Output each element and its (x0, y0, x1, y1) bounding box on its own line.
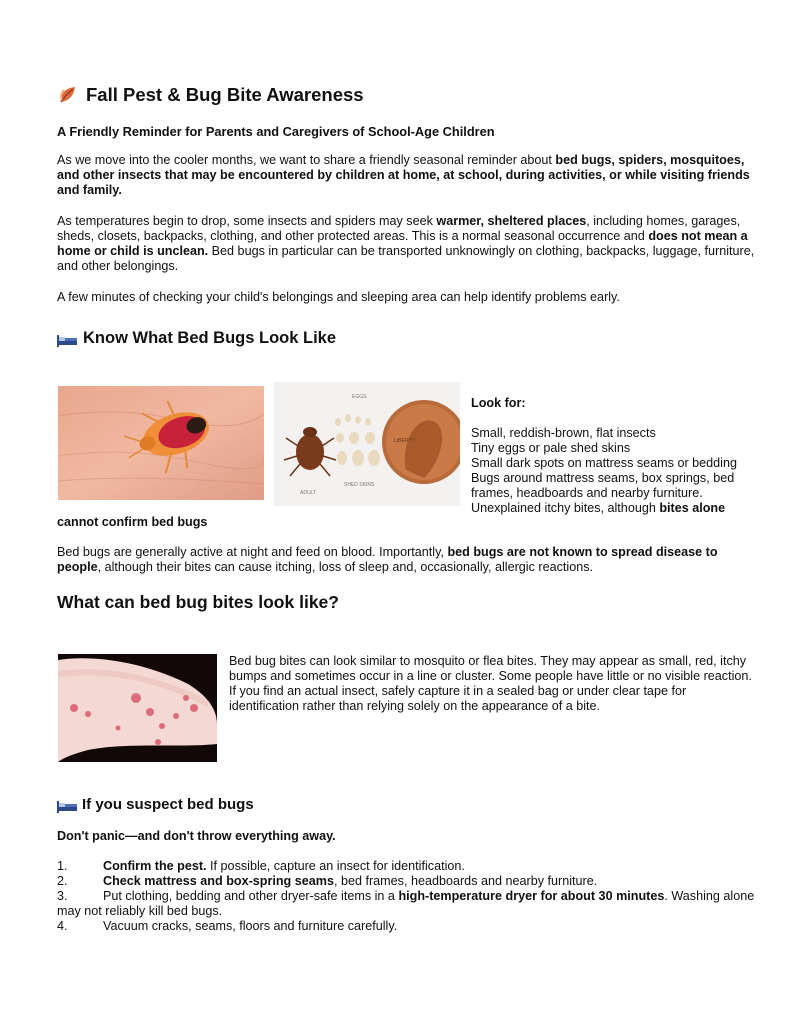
shed-skins-label: SHED SKINS (344, 482, 375, 488)
intro-paragraph-2 (57, 214, 762, 274)
intro-p2-bold-b: does not mean a home or child is unclean. (57, 229, 748, 258)
intro-p2-bold-a: warmer, sheltered places (436, 214, 587, 228)
bed-icon (57, 799, 77, 813)
note-text-b: , although their bites can cause itching, loss of sleep and, occasionally, allergic reactions. (97, 560, 593, 574)
look-for-item: Small, reddish-brown, flat insects (471, 426, 656, 440)
adult-label: ADULT (300, 490, 317, 496)
bed-bug-life-stages-photo (274, 382, 460, 506)
look-for-label: Look for: (471, 396, 526, 410)
section-bites-title: What can bed bug bites look like? (57, 592, 339, 612)
intro-p2-text-c: Bed bugs in particular can be transported unknowingly on clothing, backpacks, luggage, furniture, and other belongings. (57, 244, 755, 273)
look-for-list (471, 396, 761, 516)
step-number: 1. (57, 859, 68, 873)
step-item (57, 859, 757, 874)
bed-bug-closeup-image (58, 386, 264, 500)
look-for-last-bold: bites alone (659, 501, 726, 515)
step-item (57, 874, 757, 889)
step-bold: Check mattress and box-spring seams (103, 874, 334, 888)
look-for-item: Small dark spots on mattress seams or bedding (471, 456, 737, 470)
coin-label: LIBERTY (394, 438, 415, 444)
look-for-last-text: Unexplained itchy bites, although (471, 501, 660, 515)
section-know-title: Know What Bed Bugs Look Like (83, 329, 337, 347)
step-text: If possible, capture an insect for identification. (206, 859, 465, 873)
step-bold: Confirm the pest. (103, 859, 207, 873)
suspect-steps (57, 859, 757, 934)
look-for-item-last (471, 501, 761, 516)
subtitle: A Friendly Reminder for Parents and Caregivers of School-Age Children (57, 124, 495, 139)
bed-bug-bites-photo (58, 654, 217, 762)
intro-paragraph-1 (57, 153, 757, 198)
intro-paragraph-3: A few minutes of checking your child's belongings and sleeping area can help identify problems early. (57, 290, 620, 304)
intro-p2-text-b: , including homes, garages, sheds, closets, backpacks, clothing, and other protected areas. This is a normal seasonal occurrence and (57, 214, 741, 243)
bed-bug-life-stages-image (274, 382, 460, 506)
look-for-last-continued: cannot confirm bed bugs (57, 515, 208, 529)
step-text: Vacuum cracks, seams, floors and furniture carefully. (103, 919, 398, 933)
step-item (57, 919, 757, 934)
step-number: 3. (57, 889, 68, 903)
section-suspect-title: If you suspect bed bugs (82, 796, 254, 813)
note-bold: bed bugs are not known to spread disease to people (57, 545, 718, 574)
step-item (57, 889, 757, 919)
intro-p1-text: As we move into the cooler months, we want to share a friendly seasonal reminder about (57, 153, 556, 167)
step-text: , bed frames, headboards and nearby furniture. (333, 874, 598, 888)
note-text-a: Bed bugs are generally active at night and feed on blood. Importantly, (57, 545, 448, 559)
look-for-item: Tiny eggs or pale shed skins (471, 441, 631, 455)
bed-bug-note (57, 545, 757, 575)
eggs-label: EGGS (352, 394, 367, 400)
step-bold: high-temperature dryer for about 30 minutes (398, 889, 665, 903)
bed-bug-bites-image (58, 654, 217, 762)
step-number: 2. (57, 874, 68, 888)
intro-p2-text-a: As temperatures begin to drop, some insects and spiders may seek (57, 214, 437, 228)
suspect-lead: Don't panic—and don't throw everything away. (57, 829, 336, 843)
autumn-leaf-icon (57, 84, 79, 106)
step-text: . Washing alone may not reliably kill bed bugs. (57, 889, 755, 918)
page-title: Fall Pest & Bug Bite Awareness (86, 84, 364, 105)
step-number: 4. (57, 919, 68, 933)
intro-p1-bold: bed bugs, spiders, mosquitoes, and other insects that may be encountered by children at home, at school, during activities, or while visiting friends and family. (57, 153, 750, 197)
bites-description: Bed bug bites can look similar to mosquito or flea bites. They may appear as small, red, itchy bumps and sometimes occur in a line or cluster. Some people have little or no visible reaction. If you find an actual insect, safely capture it in a sealed bag or under clear tape for identification rather than relying solely on the appearance of a bite. (229, 654, 752, 713)
bed-icon (57, 333, 77, 347)
look-for-item: Bugs around mattress seams, box springs, bed frames, headboards and nearby furniture. (471, 471, 735, 500)
bed-bug-closeup-photo (58, 386, 264, 500)
step-text: Put clothing, bedding and other dryer-safe items in a (103, 889, 399, 903)
